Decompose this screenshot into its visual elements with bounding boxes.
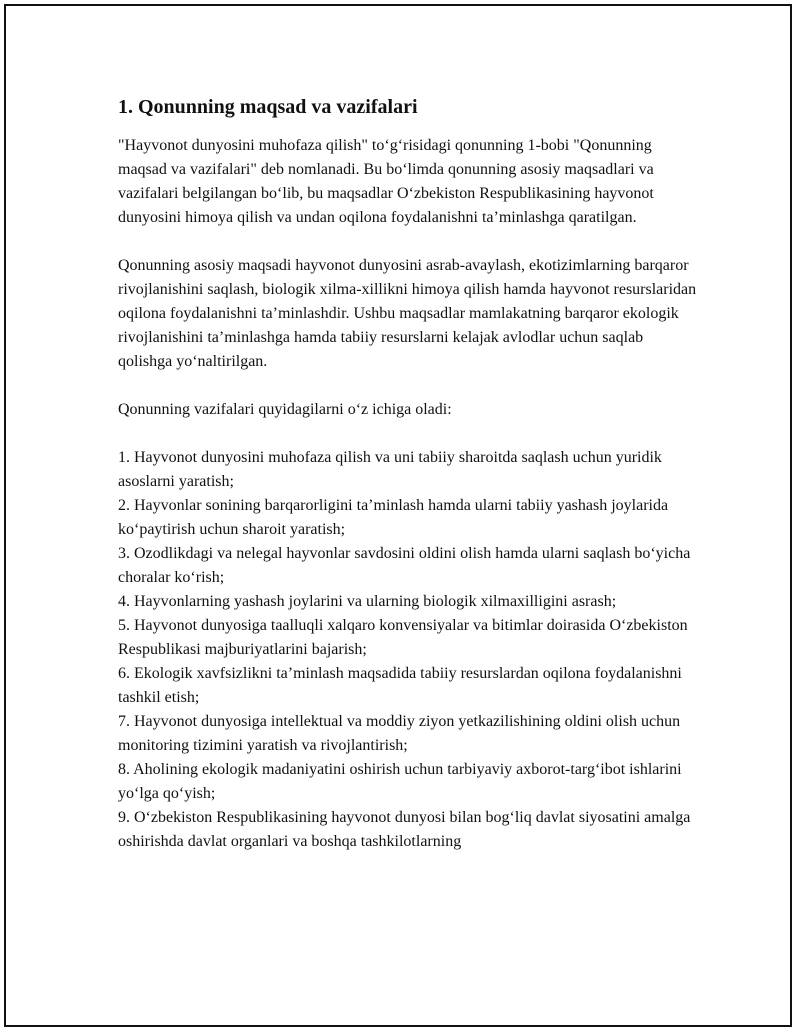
list-item: 7. Hayvonot dunyosiga intellektual va moddiy ziyon yetkazilishining oldini olish uchun monitoring tizimini yaratish va rivojlantirish; bbox=[118, 713, 681, 754]
section-title: 1. Qonunning maqsad va vazifalari bbox=[118, 96, 418, 118]
paragraph-goal: Qonunning asosiy maqsadi hayvonot dunyosini asrab-avaylash, ekotizimlarning barqaror rivojlanishini saqlash, biologik xilma-xillikni himoya qilish hamda hayvonot resurslaridan oqilona foydalanishni ta’minlashdir. Ushbu maqsadlar mamlakatning barqaror ekologik rivojlanishini ta’minlashga hamda tabiiy resurslarni kelajak avlodlar uchun saqlab qolishga yo‘naltirilgan. bbox=[118, 257, 697, 370]
paragraph-tasks-lead: Qonunning vazifalari quyidagilarni o‘z ichiga oladi: bbox=[118, 401, 452, 418]
list-item: 1. Hayvonot dunyosini muhofaza qilish va uni tabiiy sharoitda saqlash uchun yuridik asoslarni yaratish; bbox=[118, 449, 662, 490]
list-item: 4. Hayvonlarning yashash joylarini va ularning biologik xilmaxilligini asrash; bbox=[118, 593, 617, 610]
list-item: 9. O‘zbekiston Respublikasining hayvonot dunyosi bilan bog‘liq davlat siyosatini amalga oshirishda davlat organlari va boshqa tashkilotlarning bbox=[118, 809, 691, 850]
list-item: 3. Ozodlikdagi va nelegal hayvonlar savdosini oldini olish hamda ularni saqlash bo‘yicha choralar ko‘rish; bbox=[118, 545, 691, 586]
paragraph-intro: "Hayvonot dunyosini muhofaza qilish" to‘g‘risidagi qonunning 1-bobi "Qonunning maqsad va vazifalari" deb nomlanadi. Bu bo‘limda qonunning asosiy maqsadlari va vazifalari belgilangan bo‘lib, bu maqsadlar O‘zbekiston Respublikasining hayvonot dunyosini himoya qilish va undan oqilona foydalanishni ta’minlashga qaratilgan. bbox=[118, 137, 654, 226]
list-item: 2. Hayvonlar sonining barqarorligini ta’minlash hamda ularni tabiiy yashash joylarida ko‘paytirish uchun sharoit yaratish; bbox=[118, 497, 669, 538]
list-item: 6. Ekologik xavfsizlikni ta’minlash maqsadida tabiiy resurslardan oqilona foydalanishni tashkil etish; bbox=[118, 665, 682, 706]
list-item: 8. Aholining ekologik madaniyatini oshirish uchun tarbiyaviy axborot-targ‘ibot ishlarini yo‘lga qo‘yish; bbox=[118, 761, 682, 802]
tasks-list bbox=[118, 446, 698, 854]
document-body bbox=[118, 94, 698, 854]
list-item: 5. Hayvonot dunyosiga taalluqli xalqaro konvensiyalar va bitimlar doirasida O‘zbekiston Respublikasi majburiyatlarini bajarish; bbox=[118, 617, 688, 658]
